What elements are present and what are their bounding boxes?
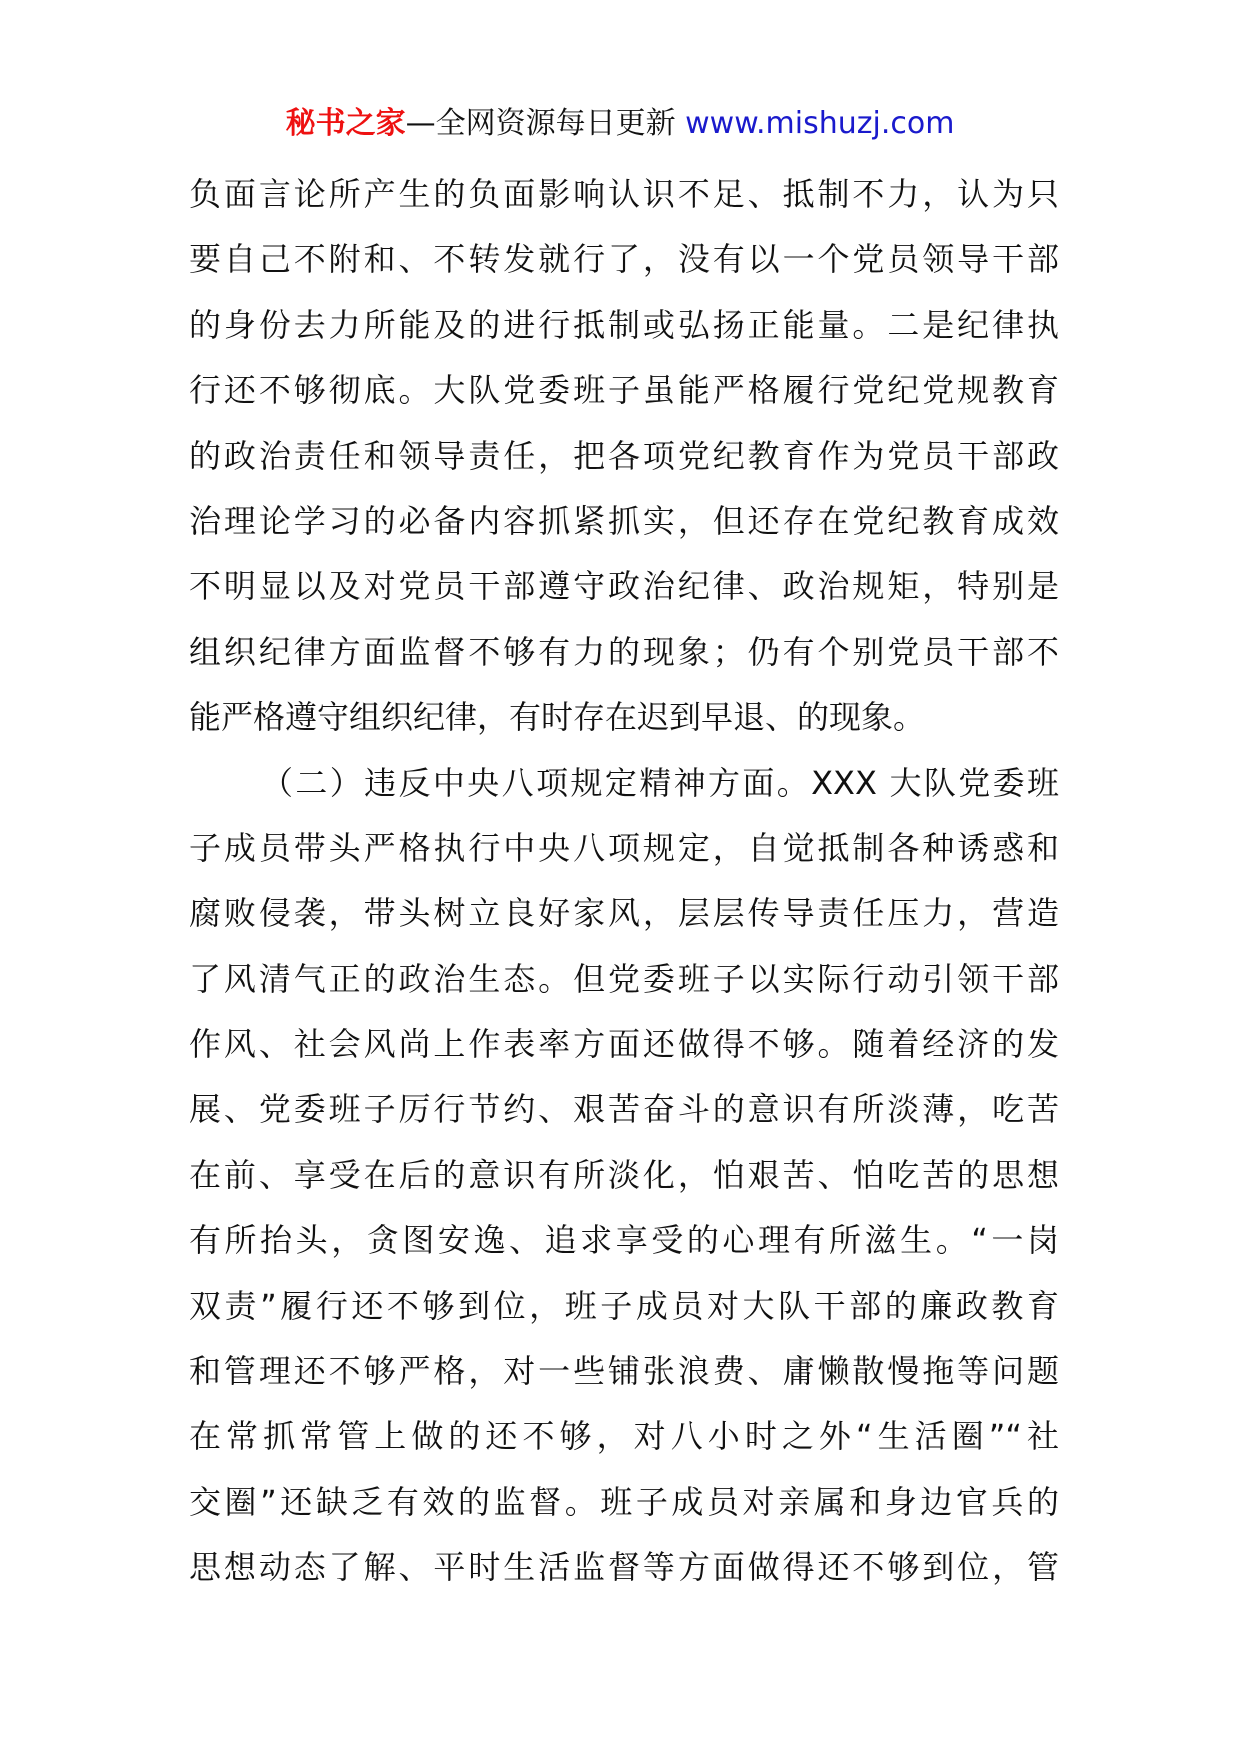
text-line: 思想动态了解、平时生活监督等方面做得还不够到位，管 bbox=[189, 1548, 1059, 1587]
text-line: 双责”履行还不够到位，班子成员对大队干部的廉政教育 bbox=[189, 1286, 1059, 1325]
text-line: 要自己不附和、不转发就行了，没有以一个党员领导干部 bbox=[189, 240, 1059, 279]
text-line: 不明显以及对党员干部遵守政治纪律、政治规矩，特别是 bbox=[189, 567, 1059, 606]
text-line: 展、党委班子厉行节约、艰苦奋斗的意识有所淡薄，吃苦 bbox=[189, 1090, 1059, 1129]
text-line: 负面言论所产生的负面影响认识不足、抵制不力，认为只 bbox=[189, 175, 1059, 213]
text-line: 能严格遵守组织纪律，有时存在迟到早退、的现象。 bbox=[189, 698, 926, 737]
text-line: 作风、社会风尚上作表率方面还做得不够。随着经济的发 bbox=[189, 1025, 1059, 1064]
text-line: 交圈”还缺乏有效的监督。班子成员对亲属和身边官兵的 bbox=[189, 1482, 1059, 1521]
text-line: 的身份去力所能及的进行抵制或弘扬正能量。二是纪律执 bbox=[189, 305, 1059, 344]
text-line: 腐败侵袭，带头树立良好家风，层层传导责任压力，营造 bbox=[189, 894, 1059, 933]
text-line: 的政治责任和领导责任，把各项党纪教育作为党员干部政 bbox=[189, 436, 1059, 475]
text-line: 组织纪律方面监督不够有力的现象；仍有个别党员干部不 bbox=[189, 632, 1059, 671]
text-line: 在常抓常管上做的还不够，对八小时之外“生活圈”“社 bbox=[189, 1417, 1059, 1456]
text-line: 子成员带头严格执行中央八项规定，自觉抵制各种诱惑和 bbox=[189, 828, 1059, 867]
header-brand: 秘书之家 bbox=[285, 106, 406, 141]
text-line: 有所抬头，贪图安逸、追求享受的心理有所滋生。“一岗 bbox=[189, 1221, 1059, 1260]
section-heading-line: （二）违反中央八项规定精神方面。XXX 大队党委班 bbox=[261, 763, 1059, 802]
page-header bbox=[0, 100, 1240, 148]
body-text bbox=[189, 162, 1059, 1601]
text-line: 治理论学习的必备内容抓紧抓实，但还存在党纪教育成效 bbox=[189, 501, 1059, 540]
text-line: 了风清气正的政治生态。但党委班子以实际行动引领干部 bbox=[189, 959, 1059, 998]
header-url-link[interactable]: www.mishuzj.com bbox=[685, 106, 955, 141]
text-line: 在前、享受在后的意识有所淡化，怕艰苦、怕吃苦的思想 bbox=[189, 1155, 1059, 1194]
header-slogan: —全网资源每日更新 bbox=[405, 106, 686, 141]
text-line: 行还不够彻底。大队党委班子虽能严格履行党纪党规教育 bbox=[189, 371, 1059, 410]
text-line: 和管理还不够严格，对一些铺张浪费、庸懒散慢拖等问题 bbox=[189, 1352, 1059, 1391]
